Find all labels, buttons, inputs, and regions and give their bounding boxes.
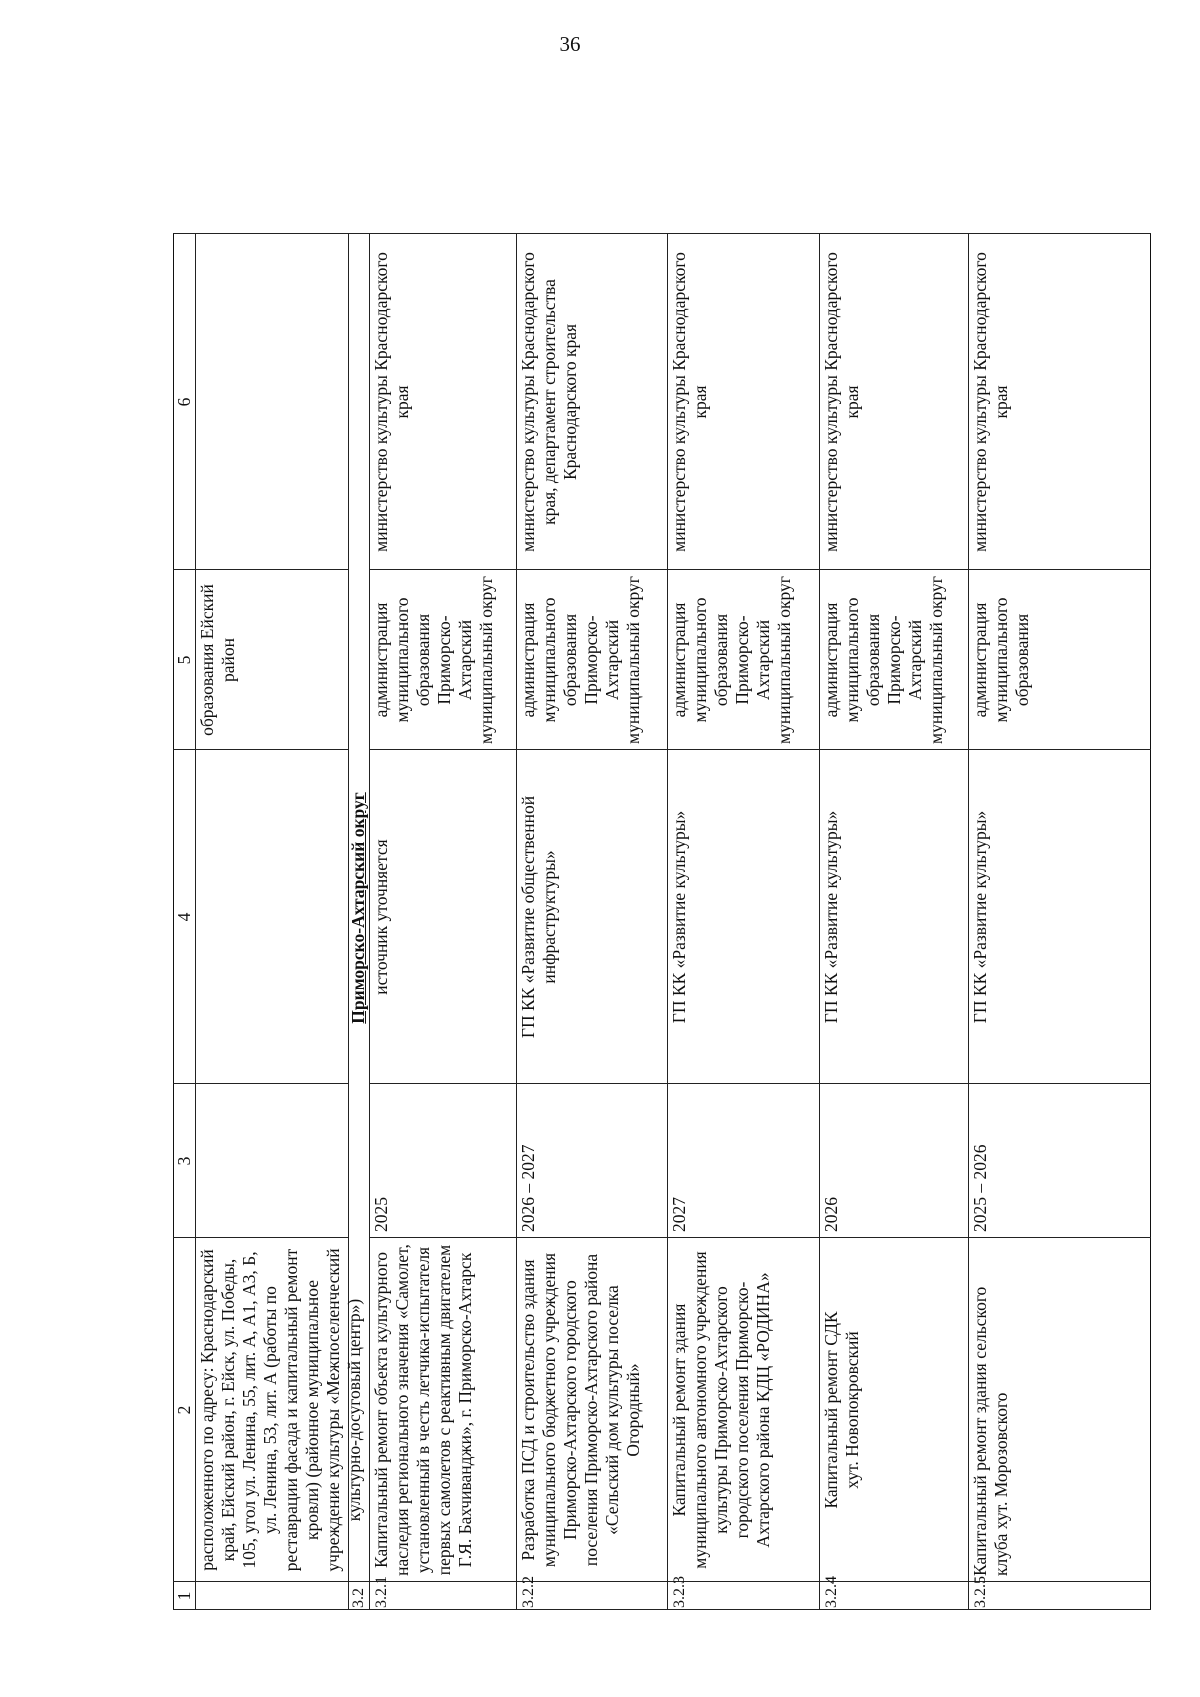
row-executor: администрация муниципального образования	[970, 597, 1032, 723]
header-col-6: 6	[174, 397, 194, 407]
row-source: источник уточняется	[371, 839, 391, 995]
continuation-name: расположенного по адресу: Краснодарский край, Ейский район, г. Ейск, ул. Победы, 105, угол ул. Ленина, 55, лит. А, А1, А3, Б, ул. Ленина, 53, лит. А (работы по реставрации фасада и капитальный ремонт кровли) (районное муниципальное учреждение культуры «Межпоселенческий культурно-досуговый центр»)	[197, 1248, 364, 1572]
section-title: Приморско-Ахтарский округ	[348, 792, 368, 1024]
row-number: 3.2.5	[972, 1576, 989, 1608]
row-name: Капитальный ремонт объекта культурного наследия регионального значения «Самолет, установленный в честь летчика-испытателя первых самолетов с реактивным двигателем Г.Я. Бахчиванджи», г. Приморско-Ахтарск	[371, 1244, 475, 1576]
row-executor: администрация муниципального образования Приморско-Ахтарский муниципальный округ	[669, 576, 794, 744]
row-coordinator: министерство культуры Краснодарского края	[821, 252, 862, 552]
row-coordinator: министерство культуры Краснодарского края	[970, 252, 1011, 552]
row-source: ГП КК «Развитие общественной инфраструктуры»	[518, 795, 559, 1039]
row-number: 3.2.3	[671, 1576, 688, 1608]
continuation-executor: образования Ейский район	[197, 584, 238, 736]
table-border-bottom	[1150, 233, 1151, 1610]
rotated-table	[173, 233, 1151, 1610]
table-grid	[173, 233, 1151, 1610]
row-source: ГП КК «Развитие культуры»	[821, 810, 841, 1024]
page-number: 36	[559, 32, 581, 56]
row-name: Разработка ПСД и строительство здания муниципального бюджетного учреждения Приморско-Ахтарского городского поселения Приморско-Ахтарского района «Сельский дом культуры поселка Огородный»	[518, 1252, 643, 1568]
row-executor: администрация муниципального образования Приморско-Ахтарский муниципальный округ	[518, 576, 643, 744]
column-divider	[173, 1083, 348, 1084]
row-years: 2027	[669, 1197, 689, 1232]
row-years: 2026	[821, 1197, 841, 1232]
row-years: 2025 – 2026	[970, 1144, 990, 1232]
row-number: 3.2.4	[823, 1576, 840, 1608]
section-number: 3.2	[350, 1588, 367, 1608]
row-name: Капитальный ремонт здания муниципального автономного учреждения культуры Приморско-Ахтарского городского поселения Приморско-Ахтарского района КДЦ «РОДИНА»	[669, 1251, 773, 1569]
row-number: 3.2.1	[373, 1576, 390, 1608]
row-name: Капитальный ремонт здания сельского клуба хут. Морозовского	[970, 1286, 1011, 1576]
row-executor: администрация муниципального образования Приморско-Ахтарский муниципальный округ	[821, 576, 946, 744]
header-col-4: 4	[174, 912, 194, 922]
row-source: ГП КК «Развитие культуры»	[669, 810, 689, 1024]
row-coordinator: министерство культуры Краснодарского края	[371, 252, 412, 552]
header-col-3: 3	[174, 1156, 194, 1166]
row-coordinator: министерство культуры Краснодарского края, департамент строительства Краснодарского края	[518, 252, 580, 552]
row-years: 2026 – 2027	[518, 1144, 538, 1232]
row-executor: администрация муниципального образования Приморско-Ахтарский муниципальный округ	[371, 576, 496, 744]
row-years: 2025	[371, 1197, 391, 1232]
header-col-5: 5	[174, 655, 194, 665]
header-col-2: 2	[174, 1405, 194, 1415]
row-name: Капитальный ремонт СДК хут. Новопокровский	[821, 1311, 862, 1509]
row-number: 3.2.2	[520, 1576, 537, 1608]
header-col-1: 1	[174, 1591, 194, 1601]
row-source: ГП КК «Развитие культуры»	[970, 810, 990, 1024]
row-coordinator: министерство культуры Краснодарского края	[669, 252, 710, 552]
